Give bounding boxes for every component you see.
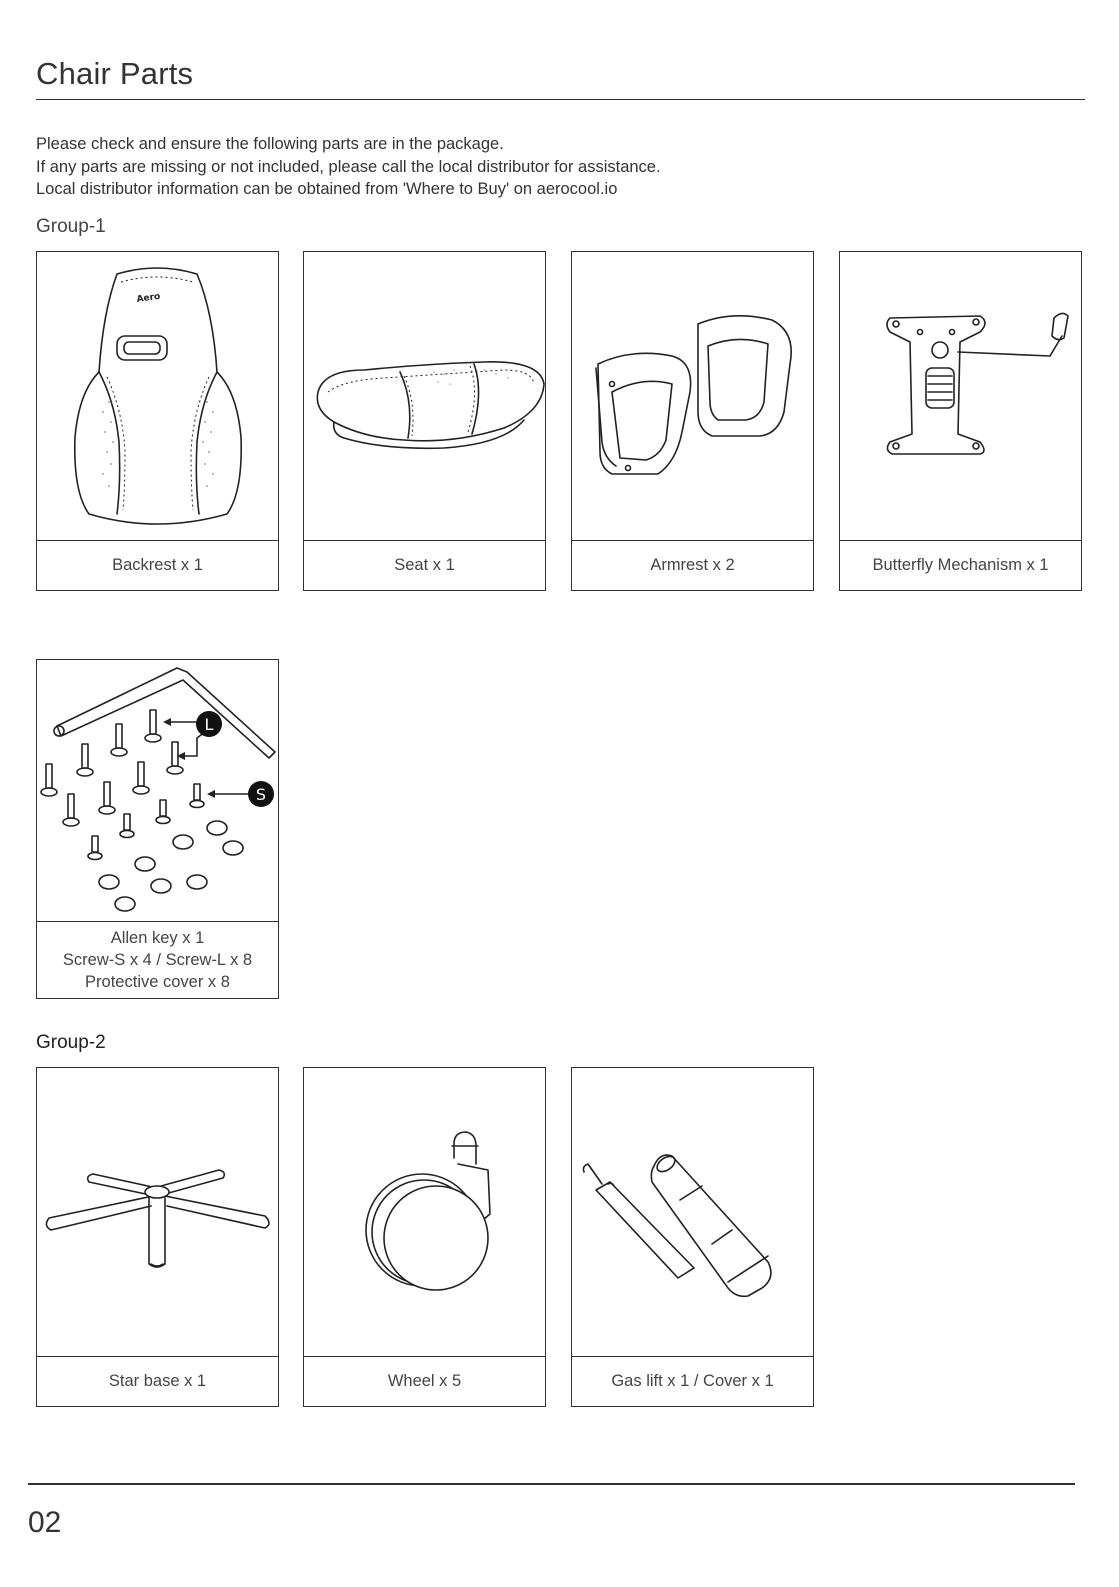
star-base-illustration — [37, 1068, 278, 1357]
intro-line: Please check and ensure the following parts are in the package. — [36, 135, 504, 153]
svg-text:Aero: Aero — [136, 291, 161, 305]
part-caption: Backrest x 1 — [112, 556, 203, 574]
intro-text — [36, 133, 661, 201]
gas-lift-illustration — [572, 1068, 813, 1357]
part-card-wheel — [303, 1067, 546, 1407]
backrest-illustration — [37, 252, 278, 541]
part-card-armrest — [571, 251, 814, 591]
part-caption: Gas lift x 1 / Cover x 1 — [611, 1372, 774, 1390]
part-card-butterfly-mechanism — [839, 251, 1082, 591]
part-card-backrest — [36, 251, 279, 591]
part-caption: Seat x 1 — [394, 556, 455, 574]
part-caption: Butterfly Mechanism x 1 — [872, 556, 1049, 574]
marker-l: L — [204, 715, 214, 734]
intro-line: Local distributor information can be obtained from 'Where to Buy' on aerocool.io — [36, 180, 618, 198]
caption-line: Screw-S x 4 / Screw-L x 8 — [62, 950, 253, 969]
part-caption: Armrest x 2 — [650, 556, 735, 574]
part-card-star-base — [36, 1067, 279, 1407]
footer-divider — [28, 1483, 1075, 1485]
wheel-illustration — [304, 1068, 545, 1357]
part-card-gas-lift — [571, 1067, 814, 1407]
intro-line: If any parts are missing or not included, please call the local distributor for assistance. — [36, 157, 661, 176]
armrest-illustration — [572, 252, 813, 541]
group-1-label: Group-1 — [36, 216, 106, 237]
part-card-hardware-kit — [36, 659, 279, 999]
seat-illustration — [304, 252, 545, 541]
group-2-label: Group-2 — [36, 1032, 106, 1053]
page-number: 02 — [28, 1506, 62, 1539]
hardware-caption — [37, 921, 278, 998]
hardware-kit-illustration — [37, 660, 278, 922]
part-card-seat — [303, 251, 546, 591]
page-title: Chair Parts — [36, 56, 194, 91]
part-caption: Wheel x 5 — [387, 1372, 462, 1390]
caption-line: Protective cover x 8 — [85, 972, 230, 991]
caption-line: Allen key x 1 — [110, 928, 205, 947]
title-divider — [36, 99, 1085, 100]
marker-s: S — [255, 785, 267, 804]
part-caption: Star base x 1 — [108, 1372, 207, 1390]
butterfly-mechanism-illustration — [840, 252, 1081, 541]
